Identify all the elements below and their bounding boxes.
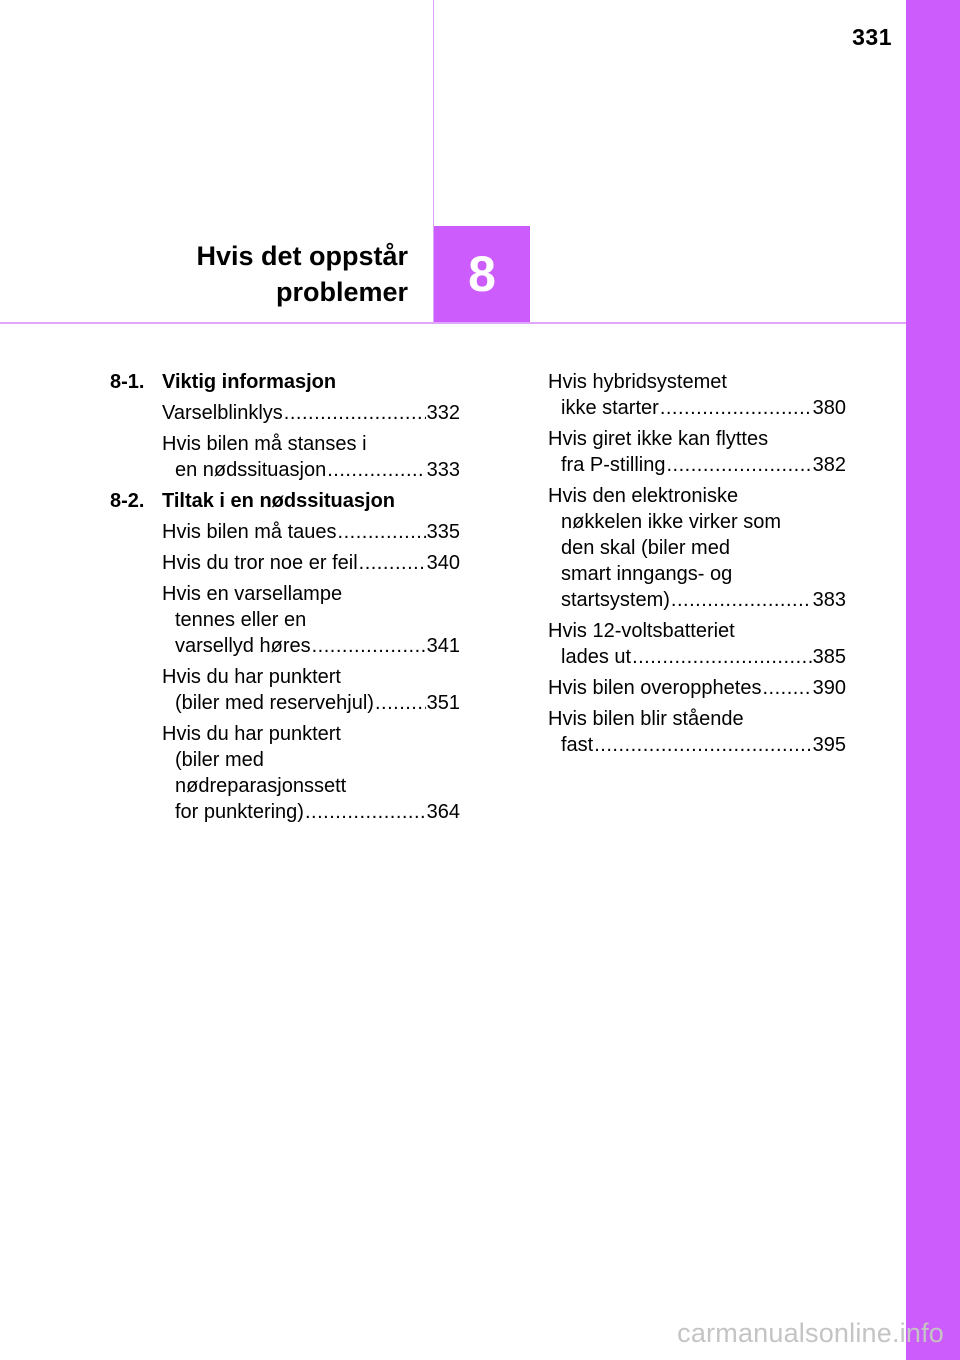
toc-column-right — [548, 369, 846, 763]
dot-leader — [594, 732, 811, 758]
toc-entry[interactable] — [110, 721, 460, 825]
page-number: 331 — [852, 24, 892, 50]
toc-entry[interactable] — [110, 550, 460, 576]
page-ref: 341 — [426, 635, 460, 657]
page-ref: 364 — [426, 801, 460, 823]
dot-leader — [338, 519, 426, 545]
entry-text: Hvis du tror noe er feil — [162, 552, 358, 574]
entry-text: tennes eller en — [175, 609, 307, 631]
entry-text: (biler med — [175, 749, 264, 771]
toc-entry[interactable] — [548, 426, 846, 478]
toc-entry[interactable] — [110, 400, 460, 426]
page-ref: 395 — [812, 734, 846, 756]
dot-leader — [762, 675, 811, 701]
entry-text: Hvis hybridsystemet — [548, 371, 727, 393]
entry-text: Hvis bilen blir stående — [548, 708, 744, 730]
section-title: Viktig informasjon — [162, 371, 337, 393]
section-heading — [110, 488, 460, 514]
entry-text: en nødssituasjon — [175, 459, 327, 481]
section-number: 8-2. — [110, 490, 145, 512]
page-ref: 383 — [812, 589, 846, 611]
page-ref: 351 — [426, 692, 460, 714]
entry-text: den skal (biler med — [561, 537, 730, 559]
dot-leader — [312, 633, 426, 659]
entry-text: startsystem) — [561, 589, 670, 611]
entry-text: Hvis en varsellampe — [162, 583, 343, 605]
page-ref: 385 — [812, 646, 846, 668]
dot-leader — [284, 400, 426, 426]
dot-leader — [666, 452, 811, 478]
dot-leader — [375, 690, 426, 716]
chapter-color-strip — [906, 0, 960, 1360]
page-ref: 332 — [426, 402, 460, 424]
entry-text: Varselblinklys — [162, 402, 283, 424]
entry-text: Hvis 12-voltsbatteriet — [548, 620, 735, 642]
entry-text: (biler med reservehjul) — [175, 692, 374, 714]
page-ref: 380 — [812, 397, 846, 419]
page-ref: 333 — [426, 459, 460, 481]
entry-text: Hvis bilen må taues — [162, 521, 337, 543]
entry-text: fast — [561, 734, 594, 756]
toc-entry[interactable] — [110, 431, 460, 483]
entry-text: Hvis du har punktert — [162, 723, 341, 745]
dot-leader — [305, 799, 426, 825]
entry-text: Hvis bilen må stanses i — [162, 433, 367, 455]
dot-leader — [327, 457, 425, 483]
entry-text: Hvis bilen overopphetes — [548, 677, 762, 699]
toc-entry[interactable] — [548, 369, 846, 421]
chapter-title — [28, 238, 408, 310]
section-heading — [110, 369, 460, 395]
entry-text: Hvis den elektroniske — [548, 485, 739, 507]
toc-entry[interactable] — [548, 483, 846, 613]
section-number: 8-1. — [110, 371, 145, 393]
chapter-number-box: 8 — [434, 226, 530, 322]
entry-text: ikke starter — [561, 397, 659, 419]
dot-leader — [660, 395, 812, 421]
section-title: Tiltak i en nødssituasjon — [162, 490, 396, 512]
toc-entry[interactable] — [110, 664, 460, 716]
entry-text: Hvis giret ikke kan flyttes — [548, 428, 769, 450]
entry-text: lades ut — [561, 646, 632, 668]
toc-entry[interactable] — [110, 581, 460, 659]
entry-text: nøkkelen ikke virker som — [561, 511, 782, 533]
entry-text: for punktering) — [175, 801, 304, 823]
toc-entry[interactable] — [548, 675, 846, 701]
chapter-title-line-2: problemer — [275, 277, 408, 307]
entry-text: Hvis du har punktert — [162, 666, 341, 688]
dot-leader — [632, 644, 812, 670]
dot-leader — [359, 550, 426, 576]
toc-entry[interactable] — [548, 706, 846, 758]
page-ref: 382 — [812, 454, 846, 476]
toc-column-left — [110, 369, 460, 830]
chapter-title-line-1: Hvis det oppstår — [196, 241, 408, 271]
entry-text: fra P-stilling — [561, 454, 666, 476]
toc-entry[interactable] — [110, 519, 460, 545]
page-ref: 335 — [426, 521, 460, 543]
page-ref: 340 — [426, 552, 460, 574]
entry-text: smart inngangs- og — [561, 563, 733, 585]
entry-text: varsellyd høres — [175, 635, 311, 657]
dot-leader — [671, 587, 812, 613]
watermark: carmanualsonline.info — [677, 1318, 944, 1348]
page-ref: 390 — [812, 677, 846, 699]
entry-text: nødreparasjonssett — [175, 775, 347, 797]
divider-horizontal — [0, 322, 906, 324]
toc-entry[interactable] — [548, 618, 846, 670]
